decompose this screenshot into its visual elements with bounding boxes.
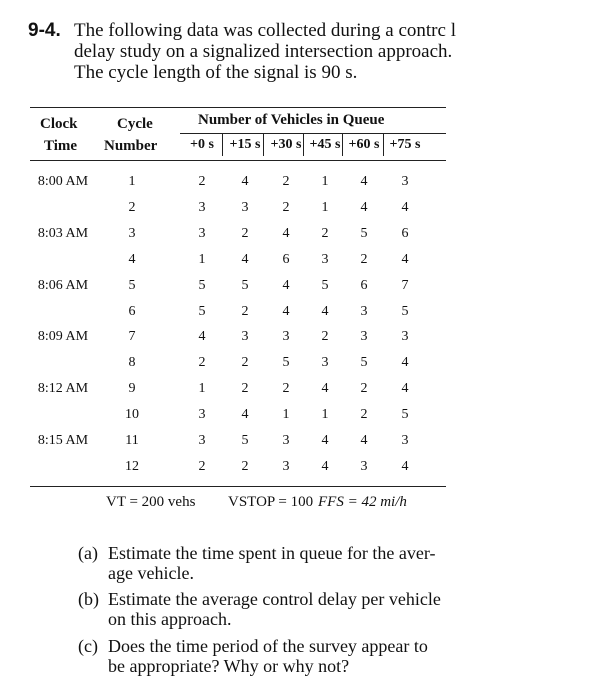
queue-count-cell: 3 xyxy=(401,433,409,448)
queue-count-cell: 6 xyxy=(360,277,368,293)
queue-count-cell: 5 xyxy=(241,277,249,293)
queue-count-cell: 2 xyxy=(282,199,290,215)
queue-count-cell: 1 xyxy=(282,407,290,423)
cycle-number-cell: 2 xyxy=(128,199,136,215)
queue-count-cell: 3 xyxy=(282,458,290,474)
column-header: +45 s xyxy=(309,137,341,152)
problem-line: delay study on a signalized intersection approach. xyxy=(74,41,453,62)
queue-count-cell: 4 xyxy=(401,251,409,267)
queue-count-cell: 2 xyxy=(321,329,329,345)
queue-count-cell: 3 xyxy=(360,329,368,345)
table-sub-rule xyxy=(180,133,446,134)
queue-count-cell: 4 xyxy=(360,174,368,189)
queue-count-cell: 5 xyxy=(198,277,206,293)
header-separator xyxy=(263,134,264,156)
queue-count-cell: 3 xyxy=(282,329,290,345)
queue-count-cell: 2 xyxy=(241,381,249,397)
queue-count-cell: 4 xyxy=(282,225,290,241)
queue-count-cell: 5 xyxy=(241,433,249,448)
queue-count-cell: 5 xyxy=(401,407,409,423)
queue-count-cell: 3 xyxy=(321,355,329,371)
header-separator xyxy=(303,134,304,156)
queue-count-cell: 3 xyxy=(401,329,409,345)
clock-time-cell: 8:15 AM xyxy=(37,433,89,448)
table-bottom-rule xyxy=(30,486,446,487)
cycle-number-cell: 3 xyxy=(128,225,136,241)
header-queue-group: Number of Vehicles in Queue xyxy=(198,112,385,128)
column-header: +0 s xyxy=(190,137,214,152)
queue-count-cell: 4 xyxy=(282,277,290,293)
queue-count-cell: 3 xyxy=(360,458,368,474)
question-line: Estimate the average control delay per vehicle xyxy=(108,589,441,609)
queue-count-cell: 1 xyxy=(321,407,329,423)
clock-time-cell: 8:00 AM xyxy=(37,174,89,189)
question-label: (a) xyxy=(78,543,98,563)
queue-count-cell: 2 xyxy=(241,303,249,319)
footer-vstop: VSTOP = 100 xyxy=(228,494,314,510)
queue-count-cell: 5 xyxy=(198,303,206,319)
queue-count-cell: 4 xyxy=(282,303,290,319)
queue-count-cell: 4 xyxy=(241,251,249,267)
clock-time-cell: 8:03 AM xyxy=(37,225,89,241)
queue-count-cell: 1 xyxy=(198,381,206,397)
table-top-rule xyxy=(30,107,446,108)
queue-count-cell: 3 xyxy=(321,251,329,267)
header-number: Number xyxy=(104,138,158,154)
queue-count-cell: 5 xyxy=(282,355,290,371)
queue-count-cell: 2 xyxy=(360,407,368,423)
problem-number: 9-4. xyxy=(28,20,61,41)
queue-count-cell: 2 xyxy=(321,225,329,241)
queue-count-cell: 5 xyxy=(401,303,409,319)
problem-line: The cycle length of the signal is 90 s. xyxy=(74,62,358,83)
queue-count-cell: 1 xyxy=(321,199,329,215)
question-line: Does the time period of the survey appear to xyxy=(108,636,428,656)
queue-count-cell: 4 xyxy=(401,458,409,474)
cycle-number-cell: 6 xyxy=(128,303,136,319)
queue-count-cell: 4 xyxy=(321,458,329,474)
queue-count-cell: 2 xyxy=(198,174,206,189)
queue-count-cell: 2 xyxy=(198,355,206,371)
question-label: (c) xyxy=(78,636,98,656)
clock-time-cell: 8:12 AM xyxy=(37,381,89,397)
question-label: (b) xyxy=(78,589,99,609)
cycle-number-cell: 8 xyxy=(128,355,136,371)
question-line: age vehicle. xyxy=(108,563,194,583)
header-cycle: Cycle xyxy=(117,116,153,132)
queue-count-cell: 2 xyxy=(241,458,249,474)
footer-ffs: FFS = 42 mi/h xyxy=(318,494,407,510)
question-line: on this approach. xyxy=(108,609,232,629)
clock-time-cell: 8:06 AM xyxy=(37,277,89,293)
queue-count-cell: 3 xyxy=(198,433,206,448)
queue-count-cell: 5 xyxy=(360,225,368,241)
queue-count-cell: 3 xyxy=(241,329,249,345)
cycle-number-cell: 5 xyxy=(128,277,136,293)
queue-count-cell: 3 xyxy=(198,407,206,423)
column-header: +75 s xyxy=(389,137,421,152)
queue-count-cell: 3 xyxy=(198,225,206,241)
queue-count-cell: 4 xyxy=(321,303,329,319)
queue-count-cell: 3 xyxy=(401,174,409,189)
queue-count-cell: 2 xyxy=(360,251,368,267)
queue-count-cell: 1 xyxy=(321,174,329,189)
queue-count-cell: 5 xyxy=(321,277,329,293)
queue-count-cell: 6 xyxy=(401,225,409,241)
queue-count-cell: 1 xyxy=(198,251,206,267)
queue-count-cell: 4 xyxy=(401,199,409,215)
cycle-number-cell: 1 xyxy=(128,174,136,189)
queue-count-cell: 2 xyxy=(198,458,206,474)
header-time: Time xyxy=(44,138,78,154)
queue-count-cell: 4 xyxy=(321,381,329,397)
queue-count-cell: 4 xyxy=(321,433,329,448)
header-separator xyxy=(342,134,343,156)
cycle-number-cell: 7 xyxy=(128,329,136,345)
queue-count-cell: 4 xyxy=(241,174,249,189)
footer-vt: VT = 200 vehs xyxy=(106,494,196,510)
queue-count-cell: 3 xyxy=(282,433,290,448)
question-line: be appropriate? Why or why not? xyxy=(108,656,350,676)
queue-count-cell: 4 xyxy=(360,433,368,448)
column-header: +60 s xyxy=(348,137,380,152)
cycle-number-cell: 11 xyxy=(125,433,139,448)
queue-count-cell: 4 xyxy=(241,407,249,423)
clock-time-cell: 8:09 AM xyxy=(37,329,89,345)
queue-count-cell: 4 xyxy=(401,381,409,397)
cycle-number-cell: 4 xyxy=(128,251,136,267)
header-separator xyxy=(383,134,384,156)
table-header-rule xyxy=(30,160,446,161)
queue-count-cell: 4 xyxy=(198,329,206,345)
queue-count-cell: 5 xyxy=(360,355,368,371)
queue-count-cell: 6 xyxy=(282,251,290,267)
cycle-number-cell: 10 xyxy=(125,407,139,423)
queue-count-cell: 3 xyxy=(241,199,249,215)
queue-count-cell: 4 xyxy=(401,355,409,371)
queue-count-cell: 3 xyxy=(360,303,368,319)
problem-line: The following data was collected during a contrc l xyxy=(74,20,456,41)
column-header: +30 s xyxy=(270,137,302,152)
header-separator xyxy=(222,134,223,156)
cycle-number-cell: 9 xyxy=(128,381,136,397)
queue-count-cell: 7 xyxy=(401,277,409,293)
column-header: +15 s xyxy=(229,137,261,152)
queue-count-cell: 2 xyxy=(241,225,249,241)
queue-count-cell: 3 xyxy=(198,199,206,215)
problem-text xyxy=(74,20,474,83)
cycle-number-cell: 12 xyxy=(125,458,139,474)
question-line: Estimate the time spent in queue for the aver- xyxy=(108,543,436,563)
header-clock: Clock xyxy=(40,116,78,132)
queue-count-cell: 2 xyxy=(241,355,249,371)
queue-count-cell: 2 xyxy=(282,381,290,397)
queue-count-cell: 4 xyxy=(360,199,368,215)
queue-count-cell: 2 xyxy=(360,381,368,397)
queue-count-cell: 2 xyxy=(282,174,290,189)
